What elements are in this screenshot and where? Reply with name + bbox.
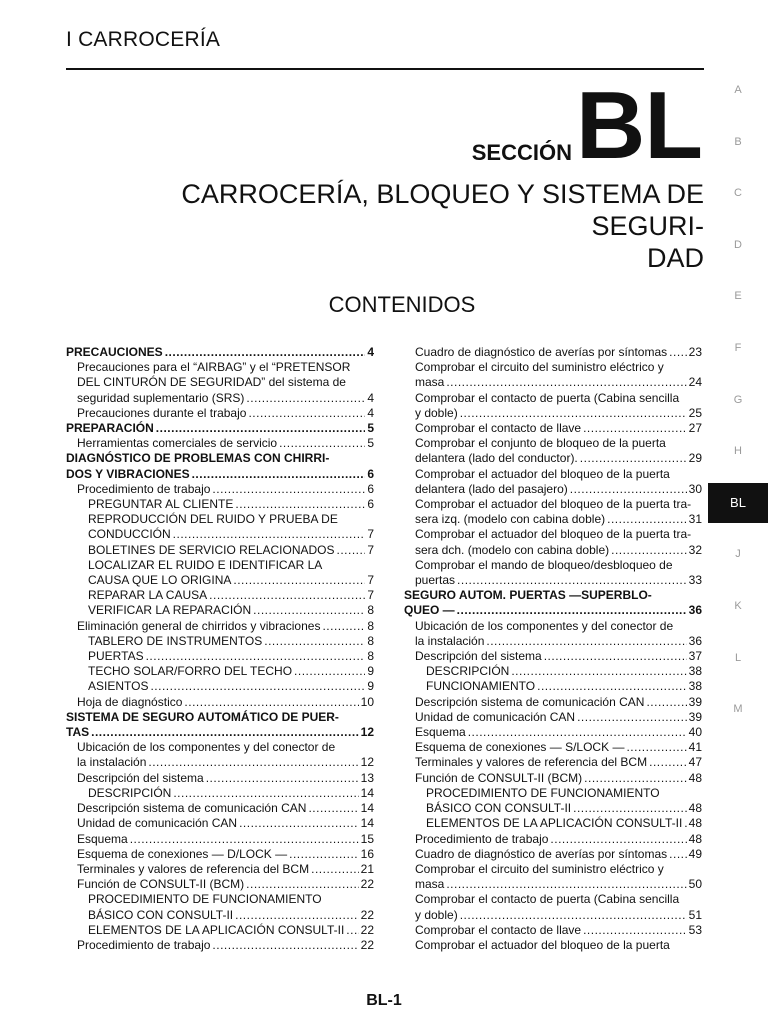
section-code: BL xyxy=(576,72,702,179)
toc-entry[interactable] xyxy=(404,695,702,710)
toc-entry-text: Terminales y valores de referencia del BCM xyxy=(415,755,648,770)
toc-leader-dots xyxy=(580,451,687,466)
toc-leader-dots xyxy=(570,482,687,497)
toc-leader-dots xyxy=(156,421,366,436)
toc-entry[interactable] xyxy=(66,512,374,542)
toc-entry[interactable] xyxy=(404,679,702,694)
toc-entry-text: Esquema xyxy=(415,725,466,740)
side-index-tab-h[interactable]: H xyxy=(734,445,742,458)
toc-leader-dots xyxy=(253,603,365,618)
side-index-tab-a[interactable]: A xyxy=(734,84,742,96)
toc-leader-dots xyxy=(537,679,687,694)
toc-entry-text: DIAGNÓSTICO DE PROBLEMAS CON CHIRRI- xyxy=(66,451,330,466)
toc-page-number: 30 xyxy=(688,481,702,496)
toc-entry[interactable] xyxy=(404,558,702,588)
toc-page-number: 7 xyxy=(367,542,374,557)
toc-entry[interactable] xyxy=(66,816,374,831)
toc-page-number: 38 xyxy=(688,679,702,694)
toc-entry-text: la instalación xyxy=(77,755,147,770)
side-index-tab-f[interactable]: F xyxy=(734,342,742,354)
toc-entry-text: Comprobar el contacto de puerta (Cabina sencilla xyxy=(415,390,680,405)
toc-entry[interactable] xyxy=(404,710,702,725)
toc-entry[interactable] xyxy=(404,527,702,557)
toc-page-number: 33 xyxy=(688,573,702,588)
toc-entry-text: Descripción del sistema xyxy=(77,770,204,785)
toc-entry-text: Eliminación general de chirridos y vibraciones xyxy=(77,618,321,633)
toc-page-number: 36 xyxy=(688,633,702,648)
toc-page-number: 8 xyxy=(367,633,374,648)
toc-entry-text: TABLERO DE INSTRUMENTOS xyxy=(88,633,263,648)
toc-entry-text: LOCALIZAR EL RUIDO E IDENTIFICAR LA xyxy=(88,557,323,572)
toc-entry[interactable] xyxy=(404,832,702,847)
toc-leader-dots xyxy=(289,847,359,862)
toc-page-number: 14 xyxy=(360,816,374,831)
toc-leader-dots xyxy=(337,543,366,558)
toc-entry[interactable] xyxy=(404,740,702,755)
toc-page-number: 47 xyxy=(688,755,702,770)
contents-heading xyxy=(0,292,768,318)
toc-entry-text: Precauciones durante el trabajo xyxy=(77,405,247,420)
toc-entry[interactable] xyxy=(66,664,374,679)
toc-entry[interactable] xyxy=(66,862,374,877)
toc-page-number: 48 xyxy=(688,831,702,846)
toc-entry[interactable] xyxy=(404,436,702,466)
toc-page-number: 6 xyxy=(367,497,374,512)
toc-leader-dots xyxy=(322,619,365,634)
toc-leader-dots xyxy=(611,543,687,558)
toc-entry[interactable] xyxy=(66,710,374,740)
toc-entry-text: REPARAR LA CAUSA xyxy=(88,588,208,603)
toc-entry-text: PRECAUCIONES xyxy=(66,345,163,359)
toc-entry[interactable] xyxy=(66,451,374,481)
toc-entry-text: FUNCIONAMIENTO xyxy=(426,679,536,694)
toc-page-number: 7 xyxy=(367,527,374,542)
toc-entry[interactable] xyxy=(404,847,702,862)
toc-entry[interactable] xyxy=(66,634,374,649)
toc-entry-text: PROCEDIMIENTO DE FUNCIONAMIENTO xyxy=(426,785,660,800)
toc-entry-text: ASIENTOS xyxy=(88,679,149,694)
toc-leader-dots xyxy=(173,527,366,542)
toc-entry[interactable] xyxy=(404,497,702,527)
toc-entry-text: Ubicación de los componentes y del conector de xyxy=(77,740,336,755)
toc-leader-dots xyxy=(684,816,686,831)
toc-leader-dots xyxy=(486,634,686,649)
toc-entry-text: BÁSICO CON CONSULT-II xyxy=(426,801,572,816)
toc-entry-text: la instalación xyxy=(415,633,485,648)
toc-entry-text: Procedimiento de trabajo xyxy=(77,937,211,952)
toc-entry-text: puertas xyxy=(415,573,456,588)
toc-leader-dots xyxy=(446,375,686,390)
toc-page-number: 12 xyxy=(360,755,374,770)
toc-entry-text: ELEMENTOS DE LA APLICACIÓN CONSULT-II xyxy=(426,816,683,831)
toc-entry-text: Comprobar el actuador del bloqueo de la puerta tra- xyxy=(415,497,692,512)
toc-leader-dots xyxy=(212,938,358,953)
toc-entry[interactable] xyxy=(404,391,702,421)
toc-page-number: 39 xyxy=(688,694,702,709)
toc-page-number: 36 xyxy=(688,603,702,618)
toc-entry[interactable] xyxy=(66,649,374,664)
toc-page-number: 22 xyxy=(360,877,374,892)
toc-page-number: 5 xyxy=(367,421,374,436)
toc-entry-text: Cuadro de diagnóstico de averías por síntomas xyxy=(415,345,668,359)
toc-entry-text: Esquema de conexiones — D/LOCK — xyxy=(77,846,288,861)
toc-leader-dots xyxy=(146,649,366,664)
toc-page-number: 4 xyxy=(367,390,374,405)
toc-entry[interactable] xyxy=(404,938,702,953)
toc-entry-text: Terminales y valores de referencia del BCM xyxy=(77,861,310,876)
toc-entry[interactable] xyxy=(66,695,374,710)
toc-page-number: 14 xyxy=(360,801,374,816)
toc-entry-text: Comprobar el actuador del bloqueo de la puerta xyxy=(415,937,670,952)
toc-page-number: 41 xyxy=(688,740,702,755)
toc-entry-text: PREPARACIÓN xyxy=(66,421,154,436)
toc-entry[interactable] xyxy=(66,360,374,406)
side-index-tab-bl[interactable]: BL xyxy=(708,483,768,523)
toc-page-number: 23 xyxy=(688,345,702,359)
toc-leader-dots xyxy=(308,801,358,816)
toc-leader-dots xyxy=(577,710,687,725)
toc-page-number: 32 xyxy=(688,542,702,557)
toc-entry-text: DESCRIPCIÓN xyxy=(88,785,172,800)
toc-leader-dots xyxy=(607,512,687,527)
toc-entry-text: y doble) xyxy=(415,405,458,420)
title-line: CARROCERÍA, BLOQUEO Y SISTEMA DE SEGURI- xyxy=(181,179,704,241)
toc-leader-dots xyxy=(246,391,365,406)
toc-entry-text: DEL CINTURÓN DE SEGURIDAD” del sistema de xyxy=(77,375,346,390)
toc-page-number: 48 xyxy=(688,801,702,816)
contents-heading-text: CONTENIDOS xyxy=(328,292,476,317)
toc-entry[interactable] xyxy=(66,603,374,618)
toc-leader-dots xyxy=(209,588,365,603)
toc-page-number: 9 xyxy=(367,664,374,679)
toc-leader-dots xyxy=(165,345,366,360)
toc-entry[interactable] xyxy=(66,543,374,558)
toc-leader-dots xyxy=(457,573,687,588)
toc-leader-dots xyxy=(457,603,687,618)
toc-page-number: 5 xyxy=(367,436,374,451)
toc-entry-text: Unidad de comunicación CAN xyxy=(415,709,576,724)
toc-entry[interactable] xyxy=(66,619,374,634)
toc-entry-text: TAS xyxy=(66,725,90,740)
toc-entry[interactable] xyxy=(404,588,702,618)
title-line: DAD xyxy=(646,243,704,273)
toc-entry[interactable] xyxy=(66,923,374,938)
toc-leader-dots xyxy=(184,695,358,710)
toc-entry[interactable] xyxy=(66,786,374,801)
toc-leader-dots xyxy=(264,634,365,649)
toc-entry-text: Procedimiento de trabajo xyxy=(77,481,211,496)
toc-entry[interactable] xyxy=(404,862,702,892)
toc-entry-text: Comprobar el contacto de llave xyxy=(415,421,582,436)
toc-page-number: 25 xyxy=(688,405,702,420)
toc-page-number: 27 xyxy=(688,421,702,436)
toc-entry[interactable] xyxy=(66,497,374,512)
toc-page-number: 4 xyxy=(367,345,374,359)
toc-entry[interactable] xyxy=(404,421,702,436)
toc-page-number: 22 xyxy=(360,922,374,937)
toc-entry-text: DESCRIPCIÓN xyxy=(426,664,510,679)
toc-leader-dots xyxy=(573,801,687,816)
toc-page-number: 8 xyxy=(367,603,374,618)
toc-leader-dots xyxy=(91,725,359,740)
toc-entry[interactable] xyxy=(66,740,374,770)
toc-entry-text: sera izq. (modelo con cabina doble) xyxy=(415,512,606,527)
toc-entry-text: Cuadro de diagnóstico de averías por síntomas xyxy=(415,846,668,861)
toc-leader-dots xyxy=(279,436,365,451)
toc-page-number: 7 xyxy=(367,588,374,603)
toc-entry-text: Comprobar el circuito del suministro eléctrico y xyxy=(415,861,664,876)
toc-entry-text: Comprobar el mando de bloqueo/desbloqueo de xyxy=(415,557,673,572)
toc-leader-dots xyxy=(583,923,687,938)
toc-leader-dots xyxy=(311,862,359,877)
toc-entry-text: seguridad suplementario (SRS) xyxy=(77,390,245,405)
toc-leader-dots xyxy=(235,908,359,923)
toc-page-number: 24 xyxy=(688,375,702,390)
toc-entry[interactable] xyxy=(66,847,374,862)
toc-page-number: 14 xyxy=(360,785,374,800)
toc-entry-text: Esquema de conexiones — S/LOCK — xyxy=(415,740,625,755)
toc-entry-text: DOS Y VIBRACIONES xyxy=(66,466,190,481)
toc-entry-text: SEGURO AUTOM. PUERTAS —SUPERBLO- xyxy=(404,588,652,603)
toc-entry[interactable] xyxy=(404,816,702,831)
toc-entry[interactable] xyxy=(404,619,702,649)
toc-leader-dots xyxy=(246,877,358,892)
toc-entry-text: Comprobar el contacto de puerta (Cabina sencilla xyxy=(415,892,680,907)
toc-entry-text: PROCEDIMIENTO DE FUNCIONAMIENTO xyxy=(88,892,322,907)
toc-page-number: 6 xyxy=(367,481,374,496)
toc-page-number: 13 xyxy=(360,770,374,785)
toc-leader-dots xyxy=(669,847,686,862)
section-label: I CARROCERÍA xyxy=(66,28,221,51)
toc-leader-dots xyxy=(511,664,686,679)
toc-leader-dots xyxy=(173,786,358,801)
toc-entry-text: CAUSA QUE LO ORIGINA xyxy=(88,573,232,588)
toc-entry-text: Comprobar el actuador del bloqueo de la puerta xyxy=(415,466,670,481)
toc-page-number: 48 xyxy=(688,816,702,831)
side-index-tab-d[interactable]: D xyxy=(734,238,742,251)
toc-entry[interactable] xyxy=(404,467,702,497)
toc-page-number: 29 xyxy=(688,451,702,466)
toc-leader-dots xyxy=(544,649,687,664)
toc-entry[interactable] xyxy=(66,345,374,360)
toc-leader-dots xyxy=(468,725,687,740)
toc-entry[interactable] xyxy=(66,877,374,892)
toc-page-number: 9 xyxy=(367,679,374,694)
side-index-tab-l[interactable]: L xyxy=(734,651,742,664)
toc-page-number: 40 xyxy=(688,725,702,740)
toc-entry-text: Comprobar el circuito del suministro eléctrico y xyxy=(415,360,664,375)
toc-entry[interactable] xyxy=(66,771,374,786)
toc-entry-text: ELEMENTOS DE LA APLICACIÓN CONSULT-II xyxy=(88,922,345,937)
toc-page-number: 38 xyxy=(688,664,702,679)
toc-page-number: 7 xyxy=(367,573,374,588)
side-index-tab-m[interactable]: M xyxy=(733,703,743,716)
toc-leader-dots xyxy=(294,664,365,679)
side-index-tab-k[interactable]: K xyxy=(734,600,742,612)
toc-entry[interactable] xyxy=(66,892,374,922)
toc-entry-text: REPRODUCCIÓN DEL RUIDO Y PRUEBA DE xyxy=(88,512,338,527)
toc-leader-dots xyxy=(233,573,365,588)
toc-page-number: 22 xyxy=(360,937,374,952)
toc-entry-text: delantera (lado del conductor). xyxy=(415,451,578,466)
toc-entry[interactable] xyxy=(404,725,702,740)
toc-entry[interactable] xyxy=(404,755,702,770)
toc-leader-dots xyxy=(626,740,686,755)
toc-entry[interactable] xyxy=(404,786,702,816)
toc-entry-text: CONDUCCIÓN xyxy=(88,527,171,542)
toc-page-number: 22 xyxy=(360,907,374,922)
toc-leader-dots xyxy=(646,695,686,710)
toc-entry[interactable] xyxy=(404,664,702,679)
toc-page-number: 39 xyxy=(688,709,702,724)
toc-page-number: 50 xyxy=(688,877,702,892)
toc-leader-dots xyxy=(148,755,358,770)
toc-entry-text: Comprobar el actuador del bloqueo de la puerta tra- xyxy=(415,527,692,542)
page-number: BL-1 xyxy=(366,992,402,1009)
toc-page-number: 48 xyxy=(688,770,702,785)
toc-entry-text: PUERTAS xyxy=(88,649,144,664)
toc-entry[interactable] xyxy=(66,801,374,816)
toc-leader-dots xyxy=(550,832,686,847)
toc-entry-text: BOLETINES DE SERVICIO RELACIONADOS xyxy=(88,542,335,557)
toc-page-number: 6 xyxy=(367,466,374,481)
toc-page-number: 49 xyxy=(688,846,702,861)
toc-entry-text: Herramientas comerciales de servicio xyxy=(77,436,278,451)
toc-left-column xyxy=(66,345,374,953)
toc-entry-text: masa xyxy=(415,375,445,390)
toc-entry-text: Descripción sistema de comunicación CAN xyxy=(77,801,307,816)
toc-page-number: 15 xyxy=(360,831,374,846)
toc-entry-text: Hoja de diagnóstico xyxy=(77,694,183,709)
toc-entry[interactable] xyxy=(66,421,374,436)
toc-entry-text: sera dch. (modelo con cabina doble) xyxy=(415,542,610,557)
toc-page-number: 10 xyxy=(360,694,374,709)
side-index-tab-j[interactable]: J xyxy=(735,548,741,561)
toc-leader-dots xyxy=(584,771,686,786)
toc-entry[interactable] xyxy=(404,649,702,664)
toc-entry-text: SISTEMA DE SEGURO AUTOMÁTICO DE PUER- xyxy=(66,709,339,724)
toc-page-number: 51 xyxy=(688,907,702,922)
toc-entry-text: Esquema xyxy=(77,831,128,846)
toc-leader-dots xyxy=(460,406,687,421)
side-index-tab-g[interactable]: G xyxy=(733,393,743,406)
toc-page-number: 4 xyxy=(367,405,374,420)
toc-entry[interactable] xyxy=(66,588,374,603)
toc-entry-text: VERIFICAR LA REPARACIÓN xyxy=(88,603,252,618)
toc-leader-dots xyxy=(460,908,687,923)
toc-leader-dots xyxy=(235,497,365,512)
toc-leader-dots xyxy=(583,421,687,436)
toc-page-number: 21 xyxy=(360,861,374,876)
toc-page-number: 16 xyxy=(360,846,374,861)
toc-entry-text: Función de CONSULT-II (BCM) xyxy=(77,877,245,892)
top-rule xyxy=(66,68,704,70)
toc-entry[interactable] xyxy=(404,892,702,922)
toc-page-number: 31 xyxy=(688,512,702,527)
toc-leader-dots xyxy=(239,816,359,831)
toc-entry-text: Unidad de comunicación CAN xyxy=(77,816,238,831)
toc-entry[interactable] xyxy=(66,436,374,451)
toc-entry[interactable] xyxy=(66,406,374,421)
toc-leader-dots xyxy=(248,406,365,421)
toc-entry-text: y doble) xyxy=(415,907,458,922)
side-index-tab-e[interactable]: E xyxy=(734,290,742,303)
toc-leader-dots xyxy=(150,679,365,694)
toc-page-number: 8 xyxy=(367,618,374,633)
toc-entry[interactable] xyxy=(66,938,374,953)
toc-leader-dots xyxy=(346,923,358,938)
toc-entry[interactable] xyxy=(404,771,702,786)
toc-entry[interactable] xyxy=(404,345,702,360)
toc-leader-dots xyxy=(212,482,365,497)
toc-entry-text: Función de CONSULT-II (BCM) xyxy=(415,770,583,785)
toc-entry-text: TECHO SOLAR/FORRO DEL TECHO xyxy=(88,664,293,679)
toc-entry[interactable] xyxy=(66,482,374,497)
toc-entry-text: Comprobar el conjunto de bloqueo de la puerta xyxy=(415,436,666,451)
toc-entry-text: Procedimiento de trabajo xyxy=(415,831,549,846)
toc-entry[interactable] xyxy=(66,832,374,847)
toc-leader-dots xyxy=(649,755,687,770)
toc-entry[interactable] xyxy=(404,923,702,938)
seccion-word: SECCIÓN xyxy=(471,140,572,165)
toc-leader-dots xyxy=(192,467,366,482)
toc-entry-text: Descripción del sistema xyxy=(415,649,542,664)
toc-right-column xyxy=(404,345,702,953)
toc-entry-text: PREGUNTAR AL CLIENTE xyxy=(88,497,234,512)
toc-leader-dots xyxy=(206,771,359,786)
toc-entry-text: Comprobar el contacto de llave xyxy=(415,922,582,937)
document-title xyxy=(66,178,704,274)
toc-entry-text: Precauciones para el “AIRBAG” y el “PRETENSOR xyxy=(77,360,351,375)
toc-leader-dots xyxy=(130,832,359,847)
toc-page-number: 12 xyxy=(360,725,374,740)
side-index-tab-b[interactable]: B xyxy=(734,135,742,148)
toc-leader-dots xyxy=(669,345,686,360)
toc-entry-text: masa xyxy=(415,877,445,892)
toc-page-number: 37 xyxy=(688,649,702,664)
toc-entry[interactable] xyxy=(404,360,702,390)
toc-entry[interactable] xyxy=(66,558,374,588)
toc-entry-text: BÁSICO CON CONSULT-II xyxy=(88,907,234,922)
toc-entry-text: Ubicación de los componentes y del conector de xyxy=(415,618,674,633)
toc-entry[interactable] xyxy=(66,679,374,694)
side-index-tab-c[interactable]: C xyxy=(734,187,742,200)
toc-page-number: 8 xyxy=(367,649,374,664)
toc-entry-text: QUEO — xyxy=(404,603,455,618)
toc-leader-dots xyxy=(446,877,686,892)
toc-entry-text: delantera (lado del pasajero) xyxy=(415,481,568,496)
toc-entry-text: Descripción sistema de comunicación CAN xyxy=(415,694,645,709)
toc-page-number: 53 xyxy=(688,922,702,937)
